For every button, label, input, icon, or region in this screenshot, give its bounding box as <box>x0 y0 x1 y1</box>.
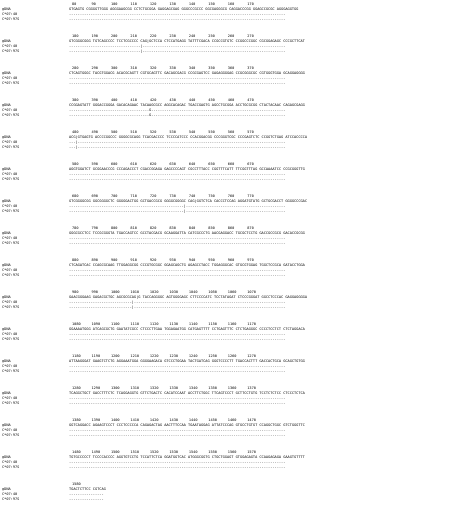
position-ruler: 1580 <box>72 482 81 486</box>
position-ruler: 780 790 800 810 820 830 840 850 860 870 <box>72 226 254 230</box>
sequence-label: C*07:40 <box>2 300 18 304</box>
sequence-label: gDNA <box>2 391 11 395</box>
sequence-text: GGTCAGGACC AGAAGTCCCT CCCTCCCCCA CAGAGACTAG AACTTTCCAA TGAATAGGAG ATTATCCCAG GTGCCTGTGT CCAGGCTGGC GTCTGGGTTC <box>69 423 305 427</box>
alignment-block-14 <box>2 450 474 470</box>
sequence-text: TCAGGCTGCT GACCTTTCTC TCAGGAGGTG GTTCTGACTC CACATCCAAT ACCTTCTGGC TTCAGTCCCT GCTTCCTGTG TCCTCTCTCC CTCCCTCTCA <box>69 391 305 395</box>
sequence-text: ---------------------------------------------------------------------------------------------------- <box>69 332 286 336</box>
sequence-text: AGGTGGATCT GCGGAACCCG CCCAGACCCT CGACCGGAGA GAGCCCCAGT CGCCTTTACC CGGTTTCATT TTCGGTTTAG GCCAAAATCC CCGCGGGTTG <box>69 167 305 171</box>
sequence-label: C*07:97S <box>2 401 20 405</box>
alignment-block-4 <box>2 130 474 150</box>
sequence-text: ---------------------------------------------------------------------------------------------------- <box>69 433 286 437</box>
sequence-text: CTCAGTGGGC TACGTGGACG ACACGCAGTT CGTGCAGTTC GACAGCGACG CCGCGAGTCC GAGAGGGGAG CCGCGGGCGC CGTGGGTGGA GCAGGAGGGG <box>69 71 305 75</box>
sequence-text: -----------------------------------------------------|---------------------------------------------- <box>69 209 286 213</box>
sequence-text: ---------------------------------------------------------------------------------------------------- <box>69 465 286 469</box>
sequence-row-c0797s <box>2 81 474 86</box>
sequence-label: C*07:40 <box>2 44 18 48</box>
sequence-text: ---------------------------------------------------------------------------------------------------- <box>69 364 286 368</box>
sequence-label: C*07:40 <box>2 12 18 16</box>
position-ruler: 1480 1490 1500 1510 1520 1530 1540 1550 1560 1570 <box>72 450 256 454</box>
sequence-label: C*07:40 <box>2 364 18 368</box>
sequence-row-c0797s <box>2 369 474 374</box>
alignment-block-7 <box>2 226 474 246</box>
sequence-label: gDNA <box>2 71 11 75</box>
sequence-label: C*07:40 <box>2 204 18 208</box>
sequence-text: ---------------------------------------------------------------------------------------------------- <box>69 172 286 176</box>
sequence-label: gDNA <box>2 423 11 427</box>
sequence-label: C*07:40 <box>2 428 18 432</box>
position-ruler: 1380 1390 1400 1410 1420 1430 1440 1450 1460 1470 <box>72 418 256 422</box>
sequence-text: ---------------------------------------------------------------------------------------------------- <box>69 369 286 373</box>
sequence-text: -------------------------------------G-------------------------------------------------------------- <box>69 108 286 112</box>
sequence-text: ---------------------------------------------------------------------------------------------------- <box>69 17 286 21</box>
sequence-text: ---------------------------------------------------------------------------------------------------- <box>69 236 286 240</box>
position-ruler: 180 190 200 210 220 230 240 250 260 270 <box>72 34 254 38</box>
sequence-row-c0797s <box>2 209 474 214</box>
sequence-row-c0797s <box>2 177 474 182</box>
sequence-text: GTCGGGGCGG GGCGGGGCTC GGGGGACTGG GCTGACCGCG GGGGCGGGGC CAG|GGTCTCA CACCCTCCAG AGGATGTATG GCTGCGACCT GGGGCCCGAC <box>69 199 307 203</box>
alignment-block-12 <box>2 386 474 406</box>
sequence-label: C*07:97S <box>2 241 20 245</box>
sequence-label: C*07:97S <box>2 145 20 149</box>
sequence-text: ---------------------------------------------------------------------------------------------------- <box>69 401 286 405</box>
sequence-text: ---------------------------------------------------------------------------------------------------- <box>69 268 286 272</box>
sequence-text: ---------------------------------------------------------------------------------------------------- <box>69 76 286 80</box>
sequence-text: CTCAGATCAC CCAGCGCAAG TTGGAGGCGG CCCGTGCGGC GGAGCAGCTG AGAGCCTACC TGGAGGGCAC GTGCGTGGAG TGGCTCCGCA GATACCTGGA <box>69 263 305 267</box>
sequence-text: -----------------------------------------------------|---------------------------------------------- <box>69 204 286 208</box>
sequence-text: ---------------------------------|------------------------------------------------------------------ <box>69 44 286 48</box>
alignment-block-5 <box>2 162 474 182</box>
sequence-label: gDNA <box>2 455 11 459</box>
sequence-label: C*07:40 <box>2 396 18 400</box>
sequence-row-c0797s <box>2 113 474 118</box>
sequence-label: gDNA <box>2 135 11 139</box>
alignment-block-1 <box>2 34 474 54</box>
alignment-block-2 <box>2 66 474 86</box>
sequence-label: C*07:40 <box>2 268 18 272</box>
position-ruler: 1180 1190 1200 1210 1220 1230 1240 1250 1260 1270 <box>72 354 256 358</box>
sequence-text: ---------------------------------------------------------------------------------------------------- <box>69 81 286 85</box>
alignment-block-15 <box>2 482 474 502</box>
sequence-row-c0797s <box>2 433 474 438</box>
sequence-label: C*07:40 <box>2 236 18 240</box>
sequence-text: GAACGGGAAG GAGACGCTGC AGCGCGCAG|G TACCAGGGGC AGTGGGGAGC CTTCCCCATC TCCTATAGAT CTCCCGGGAT GGCCTCCCAC GAGGAGGGGA <box>69 295 307 299</box>
sequence-label: C*07:97S <box>2 17 20 21</box>
sequence-text: ---------------------------------|------------------------------------------------------------------ <box>69 49 286 53</box>
position-ruler: 880 890 900 910 920 930 940 950 960 970 <box>72 258 254 262</box>
sequence-text: -----------------------------|---------------------------------------------------------------------- <box>69 305 286 309</box>
sequence-label: gDNA <box>2 7 11 11</box>
sequence-label: C*07:97S <box>2 337 20 341</box>
sequence-label: gDNA <box>2 199 11 203</box>
position-ruler: 80 90 100 110 120 130 140 150 160 170 <box>72 2 254 6</box>
sequence-text: ---------------------------------------------------------------------------------------------------- <box>69 177 286 181</box>
sequence-row-c0797s <box>2 337 474 342</box>
alignment-block-3 <box>2 98 474 118</box>
sequence-label: C*07:97S <box>2 177 20 181</box>
sequence-text: TGACTCTTCC CGTCAG <box>69 487 106 491</box>
alignment-block-11 <box>2 354 474 374</box>
position-ruler: 580 590 600 610 620 630 640 650 660 670 <box>72 162 254 166</box>
sequence-row-c0797s <box>2 401 474 406</box>
sequence-text: TGTGCCCCCT TCCCCACCCC AGGTGTCCTG TCCATTCTCA GGATGGTCAC ATGGGCGGTG CTGCTGGAGT GTGGAGAGTA CCAAGAGAGA GAAGTGTTTT <box>69 455 305 459</box>
position-ruler: 680 690 700 710 720 730 740 750 760 770 <box>72 194 254 198</box>
sequence-label: C*07:97S <box>2 433 20 437</box>
sequence-label: C*07:40 <box>2 76 18 80</box>
sequence-label: gDNA <box>2 327 11 331</box>
sequence-row-c0797s <box>2 273 474 278</box>
sequence-text: ACG|GTGAGTG ACCCCGGCCC GGGGCGCAGG TCACGACCCC TCCCCATCCC CCACGGACGG CCCGGGTCGC CCCGAGTCTC CCGGTCTGAG ATCCACCCCA <box>69 135 307 139</box>
sequence-text: ATTAAGGGAT GAAGTCTCTG AGGAAATGGA GGGGAAGACA GTCCCTGGAA TACTGATCAG GGGTCCCCTT TGACCACTTT GACCACTGCA GCAGCTGTGG <box>69 359 305 363</box>
sequence-label: C*07:40 <box>2 172 18 176</box>
sequence-label: C*07:40 <box>2 460 18 464</box>
sequence-label: C*07:40 <box>2 492 18 496</box>
sequence-text: CCGGAGTATT GGGACCGGGA GACACAGAAC TACAAGCGCC AGGCACAGAC TGACCGAGTG AGCCTGCGGA ACCTGCGCGG CTACTACAAC CAGAGCGAGG <box>69 103 305 107</box>
sequence-text: ---------------------------------------------------------------------------------------------------- <box>69 396 286 400</box>
sequence-label: C*07:97S <box>2 273 20 277</box>
sequence-row-c0797s <box>2 145 474 150</box>
alignment-block-8 <box>2 258 474 278</box>
position-ruler: 1080 1090 1100 1110 1120 1130 1140 1150 1160 1170 <box>72 322 256 326</box>
sequence-label: gDNA <box>2 263 11 267</box>
sequence-text: ---------------------------------------------------------------------------------------------------- <box>69 460 286 464</box>
sequence-row-c0797s <box>2 17 474 22</box>
sequence-row-c0797s <box>2 305 474 310</box>
alignment-block-13 <box>2 418 474 438</box>
sequence-label: gDNA <box>2 39 11 43</box>
alignment-block-9 <box>2 290 474 310</box>
position-ruler: 480 490 500 510 520 530 540 550 560 570 <box>72 130 254 134</box>
position-ruler: 1280 1290 1300 1310 1320 1330 1340 1350 1360 1370 <box>72 386 256 390</box>
sequence-label: C*07:97S <box>2 113 20 117</box>
sequence-text: GTGAGTG CGGGGTTGGG AGGGAAGCGG CCTCTGCGGA GAGGAGCGAG GGGCCCGCCC GGCGAGGGCG CAGGACCCGG GGAGCCGCGC AGGGAGGTGG <box>69 7 299 11</box>
sequence-text: GTCGGGCGGG TGTCAGCCCC TCCTCGCCCC CAG|GCTCCA CTCCATGAGG TATTTCGACA CCGCCGTGTC CCGGCCCGGC CGCGGAGAGC CCCGCTTCAT <box>69 39 305 43</box>
sequence-label: gDNA <box>2 231 11 235</box>
position-ruler: 280 290 300 310 320 330 340 350 360 370 <box>72 66 254 70</box>
sequence-row-c0797s <box>2 241 474 246</box>
sequence-label: gDNA <box>2 359 11 363</box>
alignment-block-6 <box>2 194 474 214</box>
sequence-text: ---------------------------------------------------------------------------------------------------- <box>69 428 286 432</box>
sequence-text: ---|------------------------------------------------------------------------------------------------ <box>69 145 286 149</box>
sequence-text: ---------------------------------------------------------------------------------------------------- <box>69 12 286 16</box>
sequence-label: C*07:97S <box>2 81 20 85</box>
sequence-label: C*07:97S <box>2 497 20 501</box>
position-ruler: 380 390 400 410 420 430 440 450 460 470 <box>72 98 254 102</box>
sequence-label: C*07:97S <box>2 369 20 373</box>
sequence-label: C*07:97S <box>2 305 20 309</box>
sequence-label: C*07:40 <box>2 140 18 144</box>
sequence-row-c0797s <box>2 49 474 54</box>
sequence-row-c0797s <box>2 465 474 470</box>
sequence-label: C*07:40 <box>2 332 18 336</box>
sequence-label: gDNA <box>2 167 11 171</box>
sequence-label: C*07:40 <box>2 108 18 112</box>
sequence-text: ---------------- <box>69 492 104 496</box>
sequence-text: ---|------------------------------------------------------------------------------------------------ <box>69 140 286 144</box>
sequence-text: ---------------------------------------------------------------------------------------------------- <box>69 273 286 277</box>
sequence-label: C*07:97S <box>2 49 20 53</box>
sequence-text: ---------------------------------------------------------------------------------------------------- <box>69 241 286 245</box>
sequence-label: C*07:97S <box>2 465 20 469</box>
sequence-label: gDNA <box>2 295 11 299</box>
sequence-row-c0797s <box>2 497 474 502</box>
sequence-text: ---------------- <box>69 497 104 501</box>
sequence-text: -----------------------------|---------------------------------------------------------------------- <box>69 300 286 304</box>
position-ruler: 980 990 1000 1010 1020 1030 1040 1050 1060 1070 <box>72 290 256 294</box>
sequence-label: gDNA <box>2 487 11 491</box>
sequence-text: -------------------------------------G-------------------------------------------------------------- <box>69 113 286 117</box>
sequence-label: gDNA <box>2 103 11 107</box>
alignment-block-10 <box>2 322 474 342</box>
sequence-label: C*07:97S <box>2 209 20 213</box>
alignment-block-0 <box>2 2 474 22</box>
sequence-text: GGGCGCCTCC TCCGCGGGTA TGACCAGTCC GCCTACGACG GCAAGGATTA CATCGCCCTG AACGAGGACC TGCGCTCCTG GACCGCCGCG GACACCGCGG <box>69 231 305 235</box>
sequence-text: ---------------------------------------------------------------------------------------------------- <box>69 337 286 341</box>
sequence-text: GGAAAATGGG ATCAGCGCTG GAATATCGCC CTCCCTTGAA TGGAGAATGG CATGAGTTTT CCTGAGTTTC CTCTGAGGGC CCCCTCCTCT CTCTAGGACA <box>69 327 305 331</box>
